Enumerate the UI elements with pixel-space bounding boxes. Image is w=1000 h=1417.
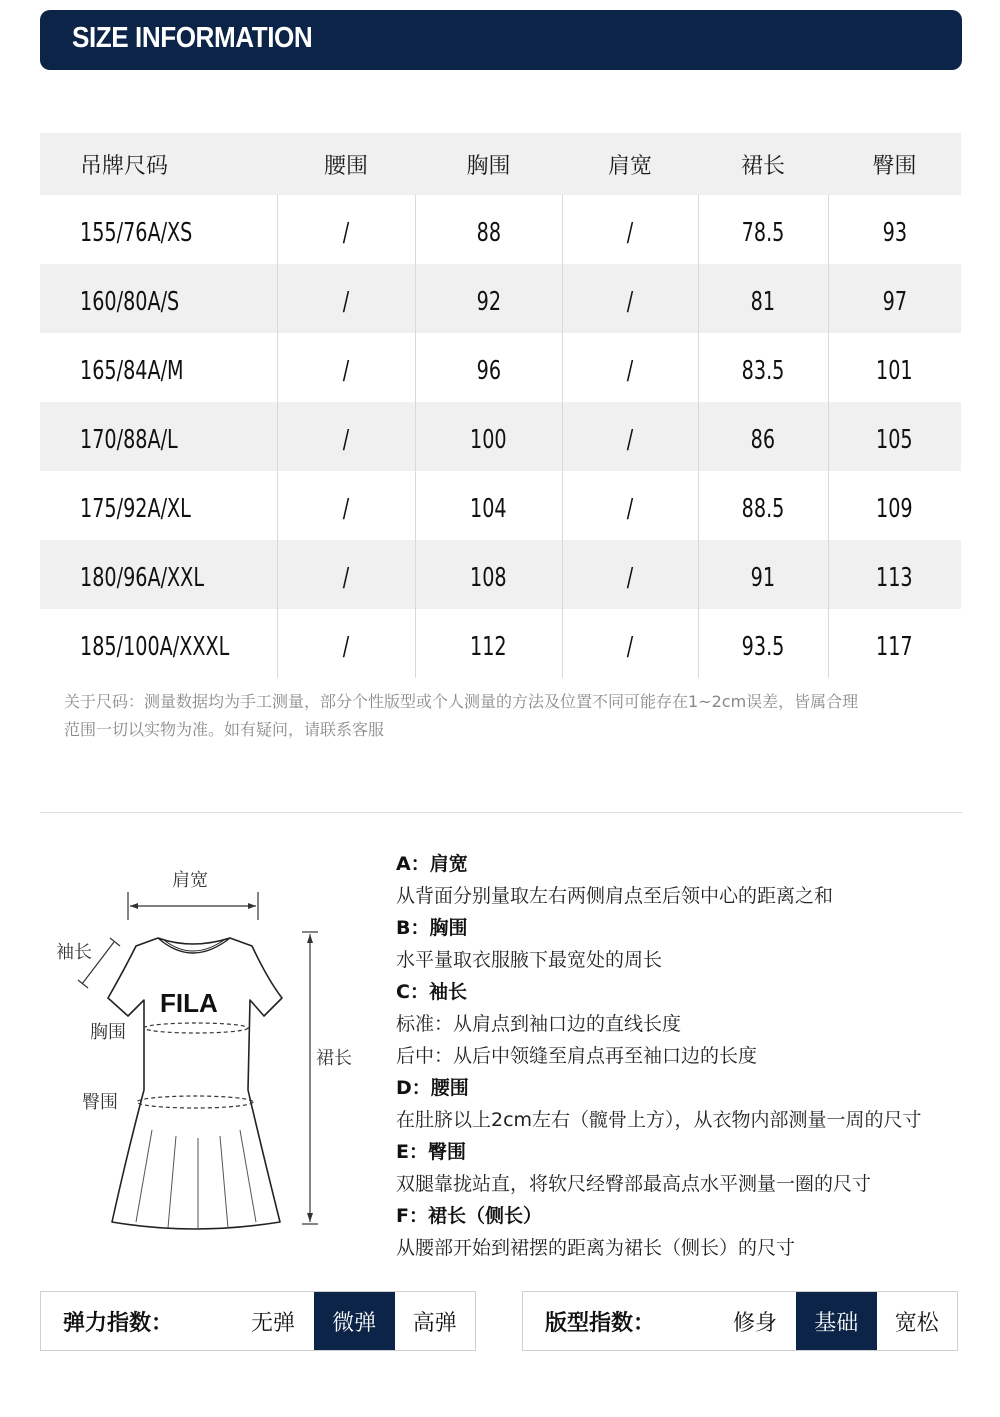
cell-hip	[828, 402, 961, 471]
cell-shoulder-text: /	[626, 631, 634, 662]
cell-hip	[828, 333, 961, 402]
cell-chest	[415, 609, 562, 678]
cell-length-text: 91	[750, 562, 776, 593]
cell-size-text: 185/100A/XXXL	[80, 631, 230, 662]
cell-size-text: 170/88A/L	[80, 424, 178, 455]
cell-size-text: 175/92A/XL	[80, 493, 191, 524]
cell-size-text: 165/84A/M	[80, 355, 184, 386]
cell-length-text: 93.5	[741, 631, 785, 662]
cell-length	[698, 264, 828, 333]
cell-shoulder	[562, 333, 698, 402]
table-row	[40, 540, 961, 609]
size-note	[64, 688, 964, 744]
size-note-line2: 范围一切以实物为准。如有疑问，请联系客服	[64, 720, 385, 739]
cell-waist	[277, 609, 415, 678]
cell-length	[698, 471, 828, 540]
cell-waist-text: /	[342, 631, 350, 662]
definition-text: 从背面分别量取左右两侧肩点至后领中心的距离之和	[396, 885, 834, 907]
cell-waist	[277, 264, 415, 333]
col-header-length: 裙长	[698, 133, 828, 195]
definition-title: C：袖长	[396, 981, 467, 1003]
elasticity-option-slight: 微弹	[314, 1292, 394, 1350]
cell-shoulder	[562, 540, 698, 609]
elasticity-index	[40, 1291, 476, 1351]
size-note-line1: 关于尺码：测量数据均为手工测量，部分个性版型或个人测量的方法及位置不同可能存在1~2cm误差，皆属合理	[64, 692, 859, 711]
table-row	[40, 264, 961, 333]
table-row	[40, 333, 961, 402]
cell-chest	[415, 195, 562, 264]
fit-option-regular: 基础	[796, 1292, 876, 1350]
cell-length	[698, 333, 828, 402]
cell-size	[40, 264, 277, 333]
definition-title: D：腰围	[396, 1077, 469, 1099]
definition-title: F：裙长（侧长）	[396, 1205, 542, 1227]
dress-illustration	[40, 850, 380, 1250]
cell-hip-text: 117	[876, 631, 914, 662]
cell-hip-text: 105	[876, 424, 914, 455]
cell-hip	[828, 264, 961, 333]
cell-shoulder	[562, 609, 698, 678]
measurement-definitions	[396, 848, 986, 1264]
cell-shoulder-text: /	[626, 355, 634, 386]
cell-size	[40, 609, 277, 678]
cell-length	[698, 609, 828, 678]
table-row	[40, 402, 961, 471]
table-header-row	[40, 133, 961, 195]
cell-size-text: 180/96A/XXL	[80, 562, 205, 593]
cell-waist	[277, 333, 415, 402]
cell-chest	[415, 471, 562, 540]
cell-hip-text: 113	[876, 562, 914, 593]
cell-shoulder	[562, 402, 698, 471]
fit-option-loose: 宽松	[894, 1310, 939, 1336]
cell-size	[40, 333, 277, 402]
cell-size	[40, 402, 277, 471]
cell-chest-text: 88	[476, 217, 501, 248]
cell-chest-text: 92	[476, 286, 501, 317]
cell-chest-text: 104	[470, 493, 507, 524]
cell-chest	[415, 264, 562, 333]
definition-title: A：肩宽	[396, 853, 468, 875]
cell-chest	[415, 402, 562, 471]
cell-hip	[828, 540, 961, 609]
cell-waist	[277, 402, 415, 471]
cell-chest-text: 100	[470, 424, 507, 455]
col-header-waist: 腰围	[277, 133, 415, 195]
definition-text: 水平量取衣服腋下最宽处的周长	[396, 949, 663, 971]
fit-label: 版型指数：	[545, 1310, 656, 1336]
table-row	[40, 609, 961, 678]
table-row	[40, 471, 961, 540]
label-hip: 臀围	[82, 1092, 118, 1113]
col-header-size: 吊牌尺码	[40, 133, 277, 195]
cell-hip	[828, 471, 961, 540]
cell-size-text: 160/80A/S	[80, 286, 180, 317]
cell-hip-text: 93	[882, 217, 907, 248]
cell-chest	[415, 540, 562, 609]
label-chest: 胸围	[90, 1022, 126, 1043]
cell-shoulder	[562, 264, 698, 333]
cell-length-text: 81	[750, 286, 776, 317]
cell-length-text: 83.5	[741, 355, 785, 386]
col-header-chest: 胸围	[415, 133, 562, 195]
cell-hip-text: 109	[876, 493, 914, 524]
col-header-hip: 臀围	[828, 133, 961, 195]
cell-size	[40, 540, 277, 609]
cell-waist-text: /	[342, 562, 350, 593]
cell-shoulder-text: /	[626, 424, 634, 455]
header-bar	[40, 10, 962, 70]
cell-waist-text: /	[342, 424, 350, 455]
definition-text: 标准：从肩点到袖口边的直线长度	[396, 1013, 682, 1035]
elasticity-label: 弹力指数：	[63, 1310, 174, 1336]
definition-text: 双腿靠拢站直，将软尺经臀部最高点水平测量一圈的尺寸	[396, 1173, 872, 1195]
elasticity-option-high: 高弹	[412, 1310, 457, 1336]
cell-chest	[415, 333, 562, 402]
cell-length	[698, 540, 828, 609]
cell-chest-text: 112	[470, 631, 507, 662]
definition-text: 在肚脐以上2cm左右（髋骨上方），从衣物内部测量一周的尺寸	[396, 1109, 922, 1131]
cell-chest-text: 96	[476, 355, 501, 386]
page-title: SIZE INFORMATION	[72, 22, 313, 54]
definition-title: B：胸围	[396, 917, 468, 939]
definition-text: 从腰部开始到裙摆的距离为裙长（侧长）的尺寸	[396, 1237, 796, 1259]
cell-waist	[277, 195, 415, 264]
cell-waist-text: /	[342, 217, 350, 248]
cell-length	[698, 402, 828, 471]
label-sleeve: 袖长	[56, 942, 92, 963]
cell-size-text: 155/76A/XS	[80, 217, 193, 248]
size-table	[40, 133, 961, 678]
fit-option-slim: 修身	[733, 1310, 778, 1336]
cell-shoulder-text: /	[626, 493, 634, 524]
label-shoulder: 肩宽	[172, 870, 208, 891]
cell-shoulder	[562, 471, 698, 540]
cell-length-text: 88.5	[741, 493, 785, 524]
definition-title: E：臀围	[396, 1141, 466, 1163]
cell-hip	[828, 609, 961, 678]
label-length: 裙长	[316, 1048, 352, 1069]
cell-waist-text: /	[342, 286, 350, 317]
cell-length	[698, 195, 828, 264]
cell-waist-text: /	[342, 493, 350, 524]
fila-logo: FILA	[160, 988, 218, 1018]
cell-chest-text: 108	[470, 562, 507, 593]
cell-size	[40, 195, 277, 264]
divider	[40, 812, 962, 813]
cell-shoulder-text: /	[626, 217, 634, 248]
cell-shoulder	[562, 195, 698, 264]
cell-size	[40, 471, 277, 540]
cell-shoulder-text: /	[626, 286, 634, 317]
cell-hip-text: 97	[882, 286, 907, 317]
cell-waist	[277, 471, 415, 540]
elasticity-option-none: 无弹	[251, 1310, 296, 1336]
fit-index	[522, 1291, 958, 1351]
cell-hip	[828, 195, 961, 264]
definition-text: 后中：从后中领缝至肩点再至袖口边的长度	[396, 1045, 758, 1067]
cell-waist-text: /	[342, 355, 350, 386]
col-header-shoulder: 肩宽	[562, 133, 698, 195]
cell-length-text: 78.5	[741, 217, 785, 248]
cell-hip-text: 101	[876, 355, 914, 386]
table-row	[40, 195, 961, 264]
cell-waist	[277, 540, 415, 609]
cell-shoulder-text: /	[626, 562, 634, 593]
cell-length-text: 86	[750, 424, 776, 455]
